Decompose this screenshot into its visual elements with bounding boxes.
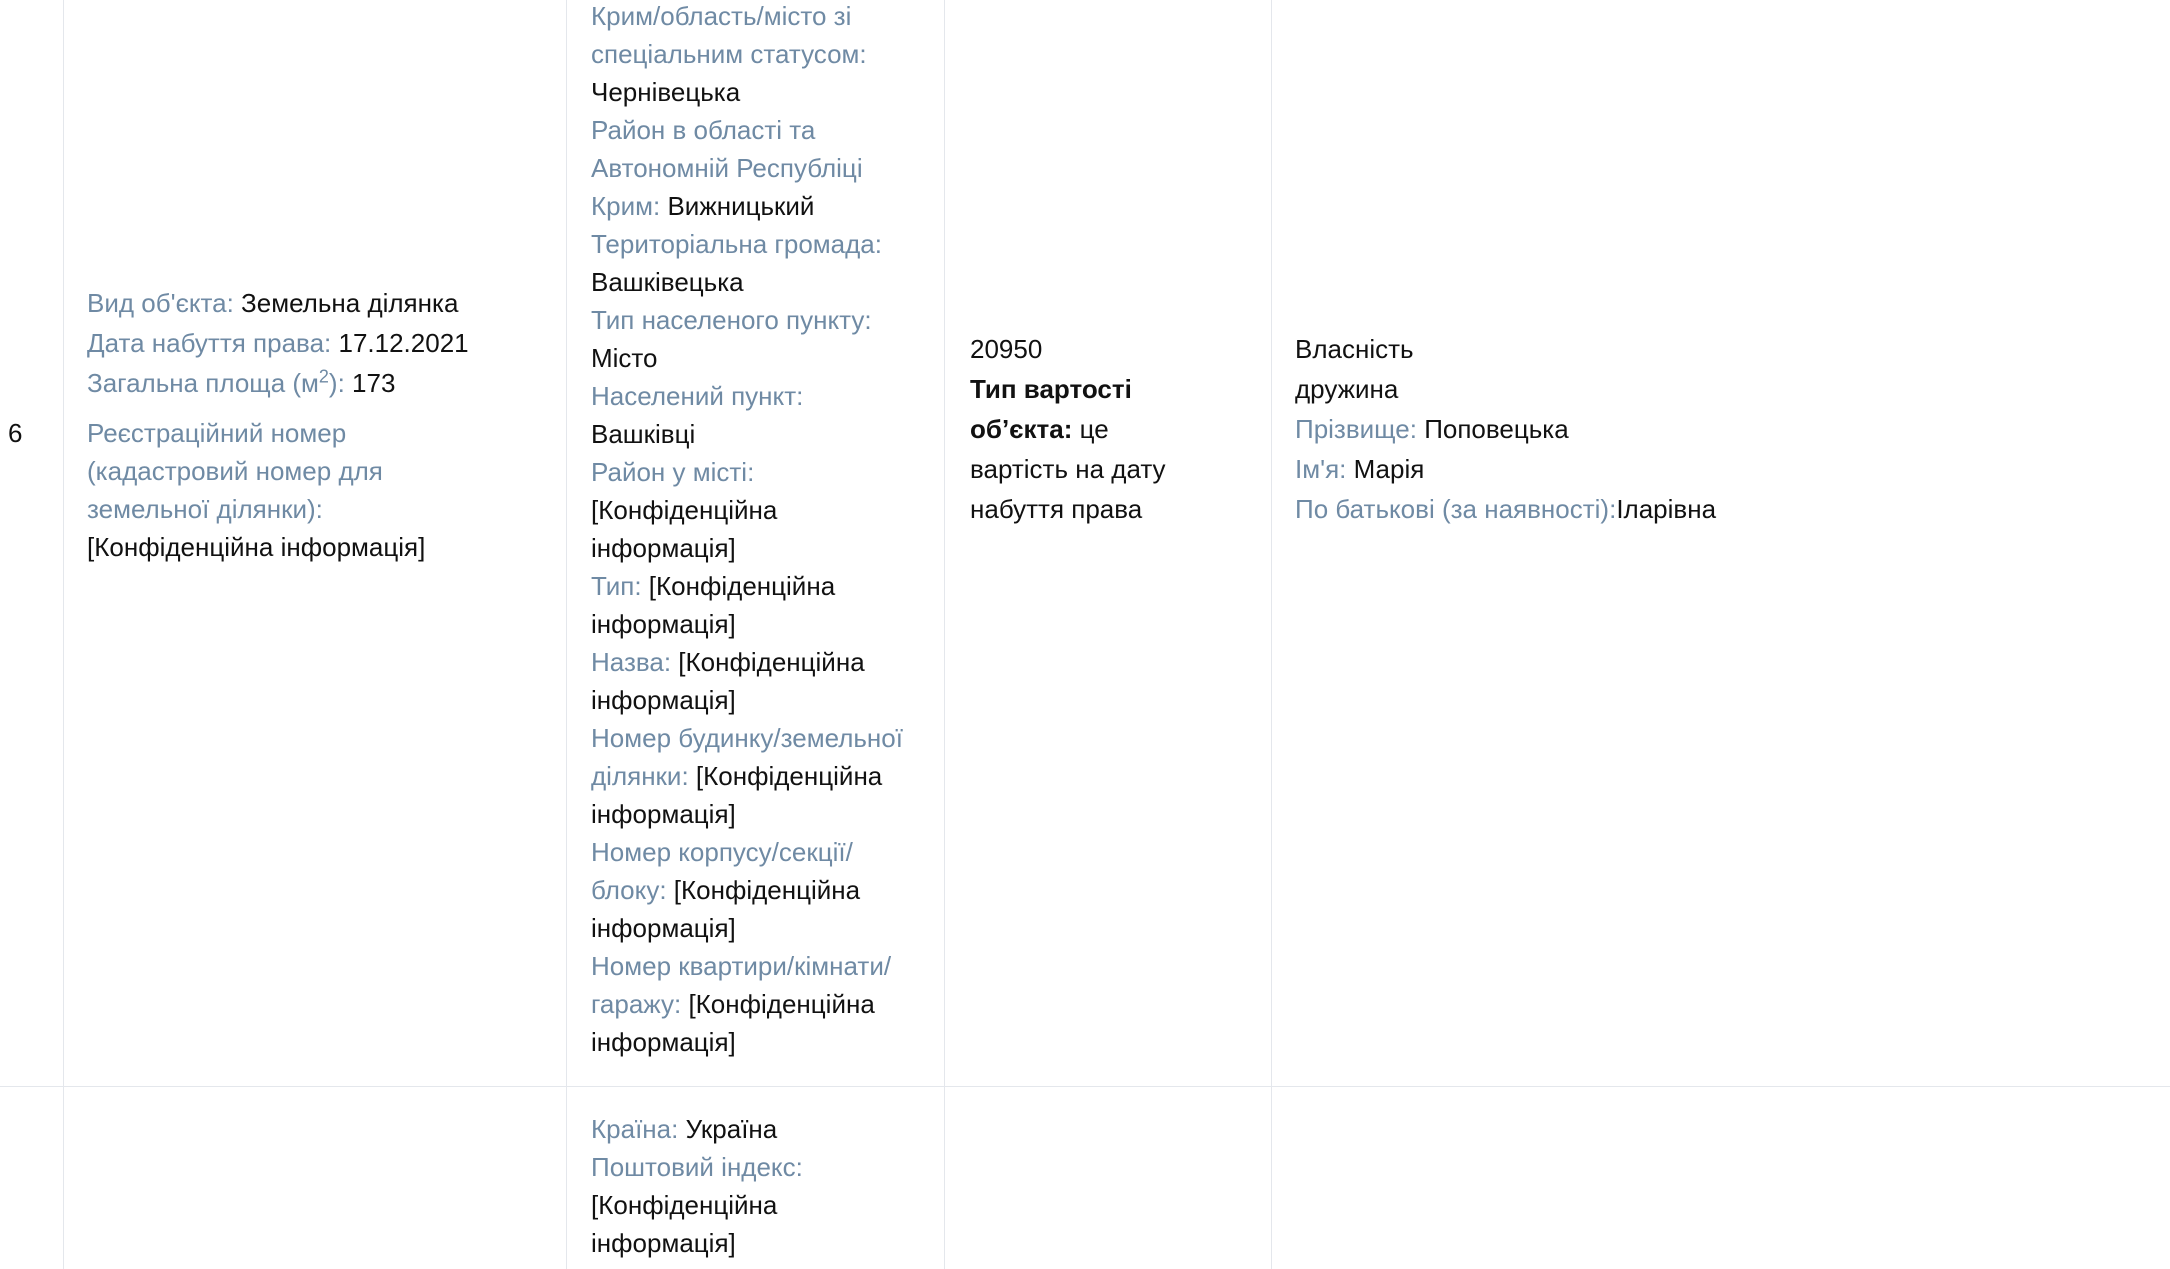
postcode-label: Поштовий індекс: [591, 1152, 803, 1182]
region-label-line-2: спеціальним статусом: [591, 39, 867, 69]
column-divider [944, 0, 945, 1269]
value-type-label-line-2: об’єкта: [970, 414, 1073, 444]
block-line [591, 871, 941, 909]
object-kind-label: Вид об'єкта: [87, 288, 242, 318]
value-cell [970, 329, 1260, 529]
district-label-line-1: Район в області та [591, 115, 816, 145]
settlement-value: Вашківці [591, 419, 696, 449]
acquisition-date-line [87, 324, 547, 362]
owner-name-line [1295, 449, 2155, 489]
area-value: 173 [352, 368, 396, 398]
owner-name-label: Ім'я: [1295, 454, 1354, 484]
street-type-label: Тип: [591, 571, 649, 601]
owner-surname-value: Поповецька [1424, 414, 1569, 444]
area-label-post: ): [328, 368, 353, 398]
next-row-address-cell [591, 1110, 941, 1262]
district-value: Вижницький [667, 191, 815, 221]
area-unit-superscript: 2 [318, 366, 329, 387]
area-label-pre: Загальна площа (м [87, 368, 319, 398]
ownership-right: Власність [1295, 334, 1414, 364]
value-type-text-line-2: вартість на дату [970, 454, 1166, 484]
house-value-line-2: інформація] [591, 799, 736, 829]
postcode-value-line-2: інформація] [591, 1228, 736, 1258]
region-value: Чернівецька [591, 77, 741, 107]
city-district-label: Район у місті: [591, 457, 755, 487]
owner-patronymic-value: Іларівна [1616, 494, 1717, 524]
apartment-label-line-2: гаражу: [591, 989, 689, 1019]
owner-cell [1295, 329, 2155, 529]
house-line [591, 757, 941, 795]
apartment-value-line-1: [Конфіденційна [688, 989, 875, 1019]
object-kind-line [87, 284, 547, 322]
owner-patronymic-label: По батькові (за наявності): [1295, 494, 1617, 524]
street-type-value-line-1: [Конфіденційна [648, 571, 836, 601]
street-name-value-line-2: інформація] [591, 685, 736, 715]
owner-patronymic-line [1295, 489, 2155, 529]
street-name-line [591, 643, 941, 681]
country-value: Україна [685, 1114, 778, 1144]
owner-surname-label: Прізвище: [1295, 414, 1425, 444]
house-label-line-1: Номер будинку/земельної [591, 723, 903, 753]
country-line [591, 1110, 941, 1148]
district-line [591, 187, 941, 225]
street-name-label: Назва: [591, 647, 679, 677]
block-label-line-2: блоку: [591, 875, 674, 905]
owner-name-value: Марія [1353, 454, 1425, 484]
registration-label-line-3: земельної ділянки): [87, 494, 323, 524]
value-type-text-line-3: набуття права [970, 494, 1143, 524]
column-divider [1271, 0, 1272, 1269]
row-number: 6 [8, 418, 23, 448]
community-label: Територіальна громада: [591, 229, 882, 259]
registration-value: [Конфіденційна інформація] [87, 532, 426, 562]
area-line [87, 364, 547, 402]
settlement-label: Населений пункт: [591, 381, 804, 411]
street-type-value-line-2: інформація] [591, 609, 736, 639]
value-amount: 20950 [970, 334, 1043, 364]
street-name-value-line-1: [Конфіденційна [678, 647, 865, 677]
city-district-value-line-2: інформація] [591, 533, 736, 563]
area-label [87, 368, 352, 398]
value-type-label-line-1: Тип вартості [970, 374, 1132, 404]
address-cell [591, 0, 941, 1061]
district-label-line-3: Крим: [591, 191, 668, 221]
acquisition-date-value: 17.12.2021 [338, 328, 469, 358]
postcode-value-line-1: [Конфіденційна [591, 1190, 778, 1220]
settlement-type-label: Тип населеного пункту: [591, 305, 872, 335]
owner-relation: дружина [1295, 374, 1399, 404]
acquisition-date-label: Дата набуття права: [87, 328, 339, 358]
country-label: Країна: [591, 1114, 686, 1144]
apartment-line [591, 985, 941, 1023]
registration-label-line-1: Реєстраційний номер [87, 418, 347, 448]
column-divider [63, 0, 64, 1269]
object-kind-value: Земельна ділянка [241, 288, 459, 318]
street-type-line [591, 567, 941, 605]
object-cell [87, 284, 547, 566]
owner-surname-line [1295, 409, 2155, 449]
city-district-value-line-1: [Конфіденційна [591, 495, 778, 525]
apartment-value-line-2: інформація] [591, 1027, 736, 1057]
settlement-type-value: Місто [591, 343, 658, 373]
region-label-line-1: Крим/область/місто зі [591, 1, 852, 31]
value-type-line [970, 409, 1260, 449]
column-divider [566, 0, 567, 1269]
community-value: Вашківецька [591, 267, 744, 297]
house-label-line-2: ділянки: [591, 761, 696, 791]
row-divider [0, 1086, 2170, 1087]
block-value-line-2: інформація] [591, 913, 736, 943]
value-type-text-line-1: це [1072, 414, 1109, 444]
block-value-line-1: [Конфіденційна [673, 875, 861, 905]
house-value-line-1: [Конфіденційна [695, 761, 883, 791]
registration-label-line-2: (кадастровий номер для [87, 456, 383, 486]
block-label-line-1: Номер корпусу/секції/ [591, 837, 853, 867]
apartment-label-line-1: Номер квартири/кімнати/ [591, 951, 892, 981]
district-label-line-2: Автономній Республіці [591, 153, 863, 183]
